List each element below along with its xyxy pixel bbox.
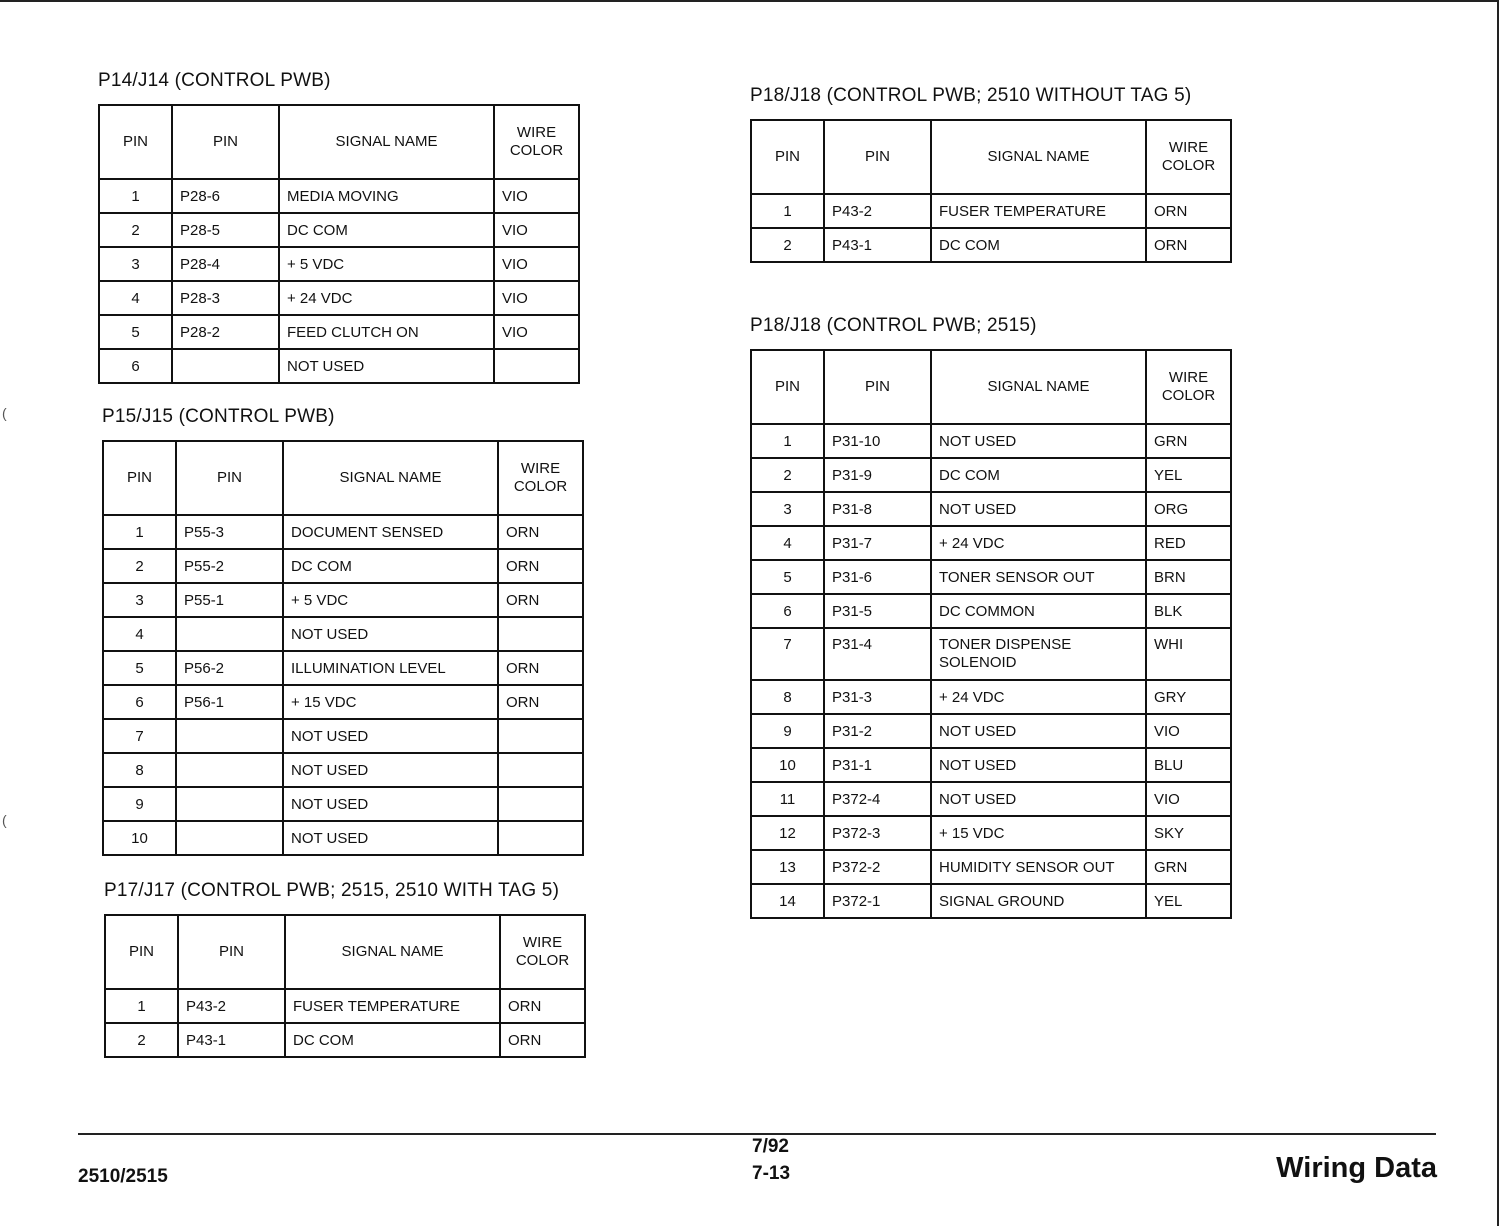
signal-name-cell: ILLUMINATION LEVEL xyxy=(283,651,498,685)
wire-color-header xyxy=(1146,350,1231,424)
table-title: P17/J17 (CONTROL PWB; 2515, 2510 WITH TAG 5) xyxy=(104,880,560,901)
table-row xyxy=(751,628,1231,680)
signal-name-cell: DOCUMENT SENSED xyxy=(283,515,498,549)
table-row xyxy=(751,594,1231,628)
wire-color-cell: WHI xyxy=(1146,628,1231,680)
table-row xyxy=(751,458,1231,492)
wire-color-cell: VIO xyxy=(1146,714,1231,748)
wire-color-cell: GRN xyxy=(1146,850,1231,884)
wire-color-cell: ORN xyxy=(498,515,583,549)
table-row xyxy=(751,424,1231,458)
connector-pin-cell: P372-1 xyxy=(824,884,931,918)
pin-cell: 5 xyxy=(751,560,824,594)
section-title: Wiring Data xyxy=(1276,1152,1437,1184)
wire-color-header xyxy=(1146,120,1231,194)
wiring-table xyxy=(102,440,584,856)
revision-date: 7/92 xyxy=(752,1136,789,1157)
connector-pin-cell: P372-2 xyxy=(824,850,931,884)
pin-cell: 3 xyxy=(103,583,176,617)
connector-pin-cell: P56-2 xyxy=(176,651,283,685)
wire-color-header-line: WIRE xyxy=(1168,139,1209,156)
wire-color-cell xyxy=(498,753,583,787)
signal-name-cell: DC COM xyxy=(931,228,1146,262)
connector-pin-cell: P31-6 xyxy=(824,560,931,594)
wire-color-cell xyxy=(498,719,583,753)
wire-color-cell: SKY xyxy=(1146,816,1231,850)
table-row xyxy=(105,989,585,1023)
connector-pin-cell xyxy=(176,753,283,787)
table-row xyxy=(751,560,1231,594)
table-row xyxy=(99,213,579,247)
pin-cell: 13 xyxy=(751,850,824,884)
model-number: 2510/2515 xyxy=(78,1166,168,1187)
table-row xyxy=(751,680,1231,714)
margin-mark: ( xyxy=(2,812,7,828)
table-row xyxy=(99,247,579,281)
connector-pin-cell: P28-3 xyxy=(172,281,279,315)
table-row xyxy=(751,194,1231,228)
signal-name-cell: FUSER TEMPERATURE xyxy=(931,194,1146,228)
wire-color-header-line: WIRE xyxy=(516,124,557,141)
wire-color-cell: ORN xyxy=(500,1023,585,1057)
signal-name-cell: FUSER TEMPERATURE xyxy=(285,989,500,1023)
wire-color-cell: VIO xyxy=(1146,782,1231,816)
pin-cell: 7 xyxy=(103,719,176,753)
pin-header: PIN xyxy=(103,441,176,515)
connector-pin-cell: P55-3 xyxy=(176,515,283,549)
pin-cell: 9 xyxy=(103,787,176,821)
table-section-p14 xyxy=(98,70,580,384)
pin-cell: 9 xyxy=(751,714,824,748)
pin-cell: 14 xyxy=(751,884,824,918)
wire-color-header xyxy=(494,105,579,179)
signal-name-cell: + 15 VDC xyxy=(931,816,1146,850)
connector-pin-cell xyxy=(176,787,283,821)
pin-header: PIN xyxy=(751,120,824,194)
wiring-table xyxy=(98,104,580,384)
connector-pin-cell xyxy=(172,349,279,383)
table-row xyxy=(751,748,1231,782)
wire-color-cell: GRN xyxy=(1146,424,1231,458)
wire-color-header-line: COLOR xyxy=(515,952,570,969)
wire-color-cell: VIO xyxy=(494,179,579,213)
wire-color-cell: ORN xyxy=(498,685,583,719)
connector-pin-cell: P55-1 xyxy=(176,583,283,617)
wiring-table xyxy=(104,914,586,1058)
signal-name-cell xyxy=(931,628,1146,680)
signal-name-cell: NOT USED xyxy=(931,424,1146,458)
connector-pin-cell: P43-1 xyxy=(178,1023,285,1057)
pin-cell: 7 xyxy=(751,628,824,680)
signal-name-cell: NOT USED xyxy=(931,492,1146,526)
signal-name-cell: HUMIDITY SENSOR OUT xyxy=(931,850,1146,884)
wire-color-header xyxy=(498,441,583,515)
signal-name-header: SIGNAL NAME xyxy=(931,350,1146,424)
connector-pin-cell: P31-8 xyxy=(824,492,931,526)
connector-pin-cell: P28-5 xyxy=(172,213,279,247)
wiring-table xyxy=(750,119,1232,263)
pin-cell: 2 xyxy=(751,458,824,492)
wire-color-header-line: COLOR xyxy=(513,478,568,495)
wire-color-cell: GRY xyxy=(1146,680,1231,714)
signal-name-cell: + 15 VDC xyxy=(283,685,498,719)
wire-color-header xyxy=(500,915,585,989)
connector-pin-cell: P31-3 xyxy=(824,680,931,714)
pin-cell: 1 xyxy=(99,179,172,213)
signal-name-cell: NOT USED xyxy=(283,753,498,787)
table-row xyxy=(103,583,583,617)
connector-pin-cell: P28-6 xyxy=(172,179,279,213)
wire-color-header-line: WIRE xyxy=(1168,369,1209,386)
pin-header: PIN xyxy=(99,105,172,179)
signal-name-cell: NOT USED xyxy=(283,787,498,821)
page-number: 7-13 xyxy=(752,1163,791,1184)
margin-mark: ( xyxy=(2,405,7,421)
connector-pin-cell: P31-2 xyxy=(824,714,931,748)
header-row xyxy=(751,350,1231,424)
table-section-p17 xyxy=(104,880,586,1058)
table-section-p15 xyxy=(102,406,584,856)
wire-color-header-line: WIRE xyxy=(520,460,561,477)
wire-color-cell: ORN xyxy=(1146,228,1231,262)
connector-pin-cell: P28-4 xyxy=(172,247,279,281)
wire-color-cell: ORN xyxy=(498,549,583,583)
signal-name-cell: NOT USED xyxy=(283,719,498,753)
signal-name-cell: NOT USED xyxy=(283,617,498,651)
signal-name-cell: DC COM xyxy=(279,213,494,247)
connector-pin-cell: P43-1 xyxy=(824,228,931,262)
table-row xyxy=(103,719,583,753)
connector-pin-header: PIN xyxy=(824,120,931,194)
connector-pin-cell: P372-3 xyxy=(824,816,931,850)
wire-color-cell: RED xyxy=(1146,526,1231,560)
wire-color-cell: BRN xyxy=(1146,560,1231,594)
header-row xyxy=(751,120,1231,194)
connector-pin-cell: P55-2 xyxy=(176,549,283,583)
signal-name-header: SIGNAL NAME xyxy=(279,105,494,179)
wire-color-header-line: WIRE xyxy=(522,934,563,951)
wire-color-cell xyxy=(498,617,583,651)
table-row xyxy=(751,228,1231,262)
header-row xyxy=(99,105,579,179)
pin-cell: 5 xyxy=(99,315,172,349)
wire-color-cell: ORN xyxy=(1146,194,1231,228)
signal-name-cell: NOT USED xyxy=(279,349,494,383)
table-section-p18-2510 xyxy=(750,85,1232,263)
pin-cell: 4 xyxy=(751,526,824,560)
table-row xyxy=(751,526,1231,560)
pin-header: PIN xyxy=(751,350,824,424)
connector-pin-cell: P31-1 xyxy=(824,748,931,782)
signal-name-cell: DC COMMON xyxy=(931,594,1146,628)
pin-cell: 2 xyxy=(103,549,176,583)
signal-name-header: SIGNAL NAME xyxy=(283,441,498,515)
wire-color-cell: VIO xyxy=(494,315,579,349)
connector-pin-header: PIN xyxy=(178,915,285,989)
wire-color-header-line: COLOR xyxy=(1161,387,1216,404)
signal-name-cell: + 24 VDC xyxy=(279,281,494,315)
table-row xyxy=(103,685,583,719)
signal-name-cell: SIGNAL GROUND xyxy=(931,884,1146,918)
signal-name-cell: + 24 VDC xyxy=(931,526,1146,560)
signal-name-cell: NOT USED xyxy=(931,714,1146,748)
wire-color-cell: VIO xyxy=(494,213,579,247)
table-row xyxy=(103,753,583,787)
wire-color-cell xyxy=(498,787,583,821)
signal-line: SOLENOID xyxy=(939,654,1017,671)
wiring-table xyxy=(750,349,1232,919)
pin-cell: 1 xyxy=(105,989,178,1023)
table-row xyxy=(99,349,579,383)
table-title: P15/J15 (CONTROL PWB) xyxy=(102,406,335,427)
signal-name-cell: NOT USED xyxy=(931,748,1146,782)
connector-pin-cell: P372-4 xyxy=(824,782,931,816)
signal-name-cell: DC COM xyxy=(931,458,1146,492)
wire-color-cell xyxy=(498,821,583,855)
signal-name-cell: TONER SENSOR OUT xyxy=(931,560,1146,594)
signal-name-cell: NOT USED xyxy=(283,821,498,855)
pin-cell: 2 xyxy=(751,228,824,262)
header-row xyxy=(103,441,583,515)
table-row xyxy=(99,315,579,349)
pin-cell: 1 xyxy=(751,424,824,458)
wire-color-cell: ORN xyxy=(500,989,585,1023)
connector-pin-cell xyxy=(176,719,283,753)
signal-name-header: SIGNAL NAME xyxy=(285,915,500,989)
signal-line: TONER DISPENSE xyxy=(939,636,1072,653)
wire-color-header-line: COLOR xyxy=(509,142,564,159)
connector-pin-header: PIN xyxy=(824,350,931,424)
wire-color-cell: YEL xyxy=(1146,458,1231,492)
pin-cell: 6 xyxy=(99,349,172,383)
pin-cell: 1 xyxy=(103,515,176,549)
signal-name-cell: + 24 VDC xyxy=(931,680,1146,714)
signal-name-cell: + 5 VDC xyxy=(279,247,494,281)
wire-color-header-line: COLOR xyxy=(1161,157,1216,174)
pin-cell: 6 xyxy=(751,594,824,628)
table-row xyxy=(103,821,583,855)
footer-rule xyxy=(78,1133,1436,1135)
wire-color-cell xyxy=(494,349,579,383)
pin-cell: 12 xyxy=(751,816,824,850)
signal-name-cell: FEED CLUTCH ON xyxy=(279,315,494,349)
pin-cell: 10 xyxy=(103,821,176,855)
signal-name-cell: NOT USED xyxy=(931,782,1146,816)
signal-name-cell: MEDIA MOVING xyxy=(279,179,494,213)
pin-cell: 2 xyxy=(105,1023,178,1057)
wire-color-cell: VIO xyxy=(494,247,579,281)
wire-color-cell: ORG xyxy=(1146,492,1231,526)
wire-color-cell: BLK xyxy=(1146,594,1231,628)
connector-pin-cell: P31-10 xyxy=(824,424,931,458)
table-row xyxy=(751,782,1231,816)
table-title: P18/J18 (CONTROL PWB; 2510 WITHOUT TAG 5) xyxy=(750,85,1192,106)
signal-name-cell: + 5 VDC xyxy=(283,583,498,617)
connector-pin-header: PIN xyxy=(176,441,283,515)
wire-color-cell: ORN xyxy=(498,583,583,617)
wire-color-cell: VIO xyxy=(494,281,579,315)
table-row xyxy=(751,714,1231,748)
pin-cell: 8 xyxy=(751,680,824,714)
signal-name-cell: DC COM xyxy=(283,549,498,583)
wire-color-cell: YEL xyxy=(1146,884,1231,918)
connector-pin-header: PIN xyxy=(172,105,279,179)
table-row xyxy=(751,492,1231,526)
connector-pin-cell: P31-5 xyxy=(824,594,931,628)
pin-cell: 5 xyxy=(103,651,176,685)
table-row xyxy=(105,1023,585,1057)
table-section-p18-2515 xyxy=(750,315,1232,919)
table-row xyxy=(103,549,583,583)
table-title: P18/J18 (CONTROL PWB; 2515) xyxy=(750,315,1037,336)
wire-color-cell: BLU xyxy=(1146,748,1231,782)
table-row xyxy=(103,617,583,651)
table-row xyxy=(99,281,579,315)
pin-cell: 2 xyxy=(99,213,172,247)
connector-pin-cell: P31-9 xyxy=(824,458,931,492)
signal-name-cell: DC COM xyxy=(285,1023,500,1057)
connector-pin-cell: P31-4 xyxy=(824,628,931,680)
table-row xyxy=(103,651,583,685)
table-row xyxy=(103,515,583,549)
signal-name-header: SIGNAL NAME xyxy=(931,120,1146,194)
connector-pin-cell: P43-2 xyxy=(178,989,285,1023)
pin-cell: 3 xyxy=(751,492,824,526)
pin-cell: 8 xyxy=(103,753,176,787)
pin-cell: 1 xyxy=(751,194,824,228)
connector-pin-cell xyxy=(176,617,283,651)
pin-cell: 4 xyxy=(99,281,172,315)
table-row xyxy=(99,179,579,213)
table-title: P14/J14 (CONTROL PWB) xyxy=(98,70,331,91)
pin-cell: 10 xyxy=(751,748,824,782)
table-row xyxy=(103,787,583,821)
connector-pin-cell: P56-1 xyxy=(176,685,283,719)
connector-pin-cell: P31-7 xyxy=(824,526,931,560)
table-row xyxy=(751,816,1231,850)
pin-cell: 4 xyxy=(103,617,176,651)
table-row xyxy=(751,850,1231,884)
pin-cell: 6 xyxy=(103,685,176,719)
header-row xyxy=(105,915,585,989)
pin-header: PIN xyxy=(105,915,178,989)
pin-cell: 3 xyxy=(99,247,172,281)
connector-pin-cell: P28-2 xyxy=(172,315,279,349)
table-row xyxy=(751,884,1231,918)
connector-pin-cell xyxy=(176,821,283,855)
pin-cell: 11 xyxy=(751,782,824,816)
wire-color-cell: ORN xyxy=(498,651,583,685)
connector-pin-cell: P43-2 xyxy=(824,194,931,228)
